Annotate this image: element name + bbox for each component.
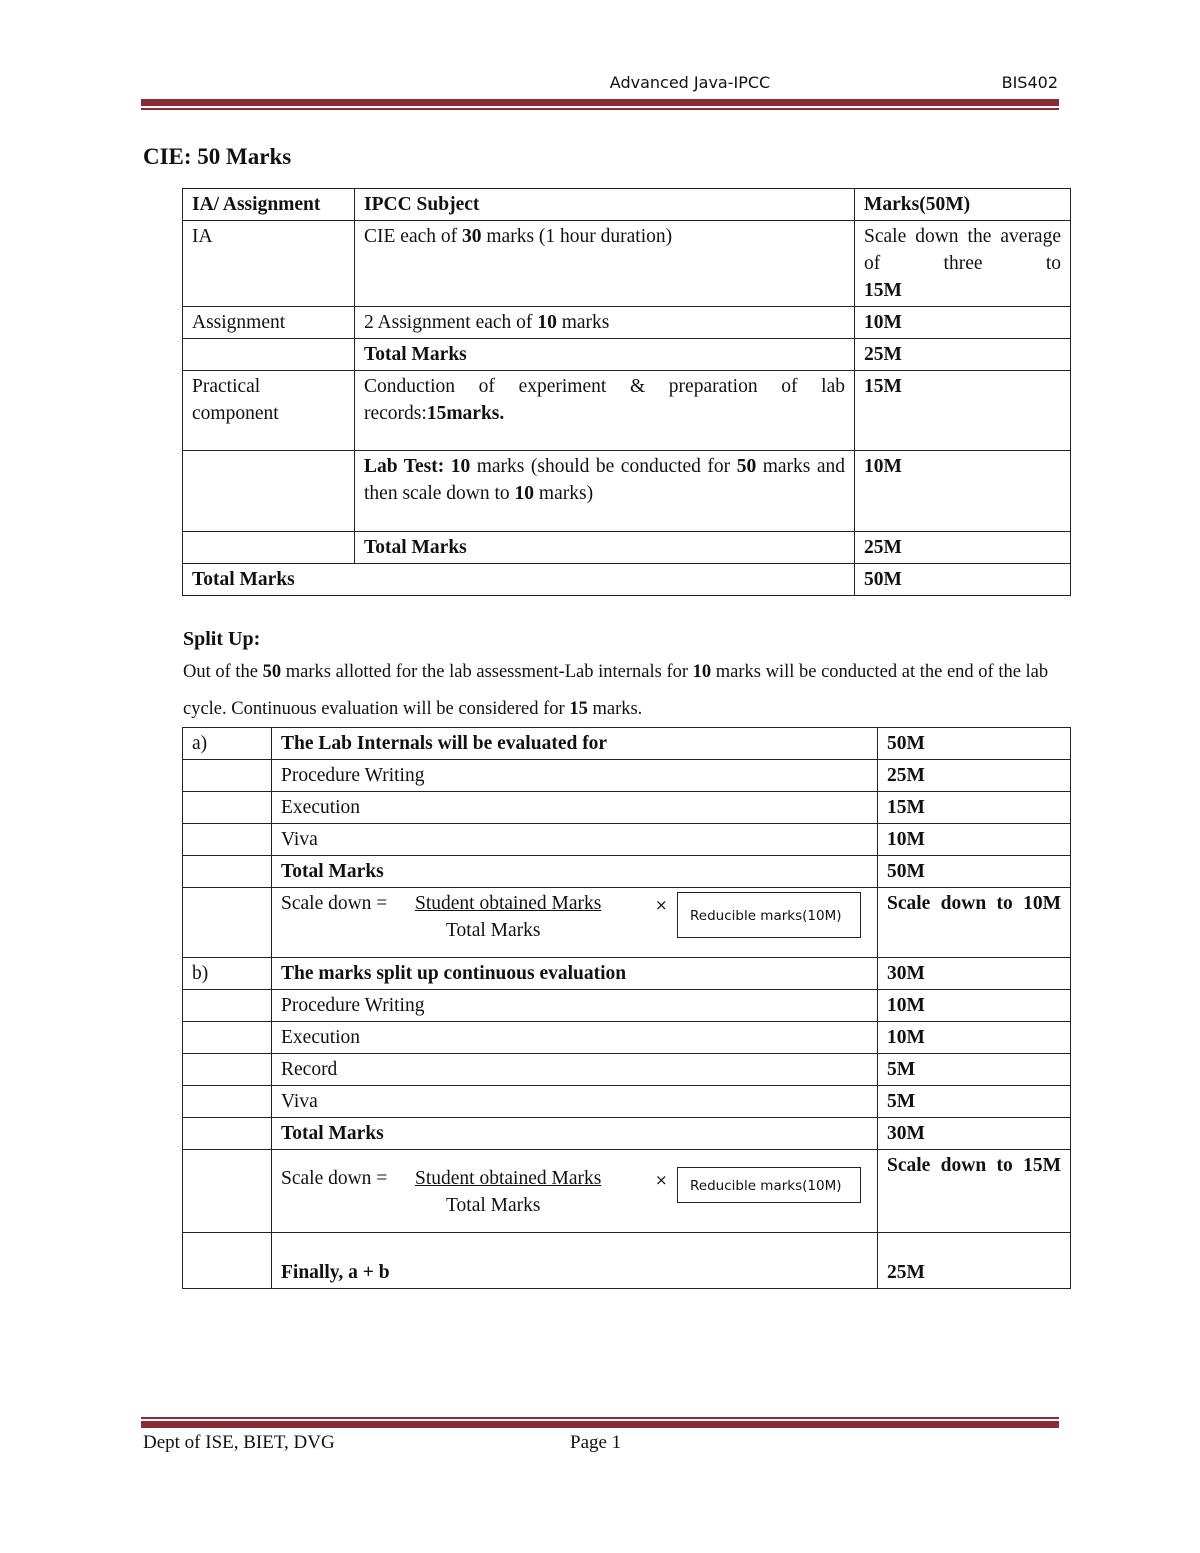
reducible-marks-box: Reducible marks(10M) bbox=[677, 892, 861, 938]
cell-labtest-marks: 10M bbox=[855, 451, 1071, 532]
col-header-marks: Marks(50M) bbox=[855, 189, 1071, 221]
cell-a-total-label: Total Marks bbox=[272, 856, 878, 888]
scale-formula: Scale down = Student obtained Marks Total Marks × Reducible marks(10M) bbox=[281, 1165, 868, 1217]
cell-item-label: Procedure Writing bbox=[272, 760, 878, 792]
cell-a-scale: Scale down to 10M bbox=[878, 888, 1071, 958]
cell-b-label: b) bbox=[183, 958, 272, 990]
cell-final-value: 25M bbox=[878, 1233, 1071, 1289]
cell-practical-label: Practical component bbox=[183, 371, 355, 451]
cell-b-formula bbox=[272, 1150, 878, 1233]
cell-b-total-value: 30M bbox=[878, 1118, 1071, 1150]
cell-b-total: 30M bbox=[878, 958, 1071, 990]
cell-item-label: Viva bbox=[272, 824, 878, 856]
table-row-b-title bbox=[183, 958, 1071, 990]
cell-b-scale: Scale down to 15M bbox=[878, 1150, 1071, 1233]
cell-assignment-label: Assignment bbox=[183, 307, 355, 339]
header-title: Advanced Java-IPCC bbox=[609, 73, 771, 92]
cell-b-total-label: Total Marks bbox=[272, 1118, 878, 1150]
cell-assignment-subject: 2 Assignment each of 10 marks bbox=[355, 307, 855, 339]
footer-department: Dept of ISE, BIET, DVG bbox=[143, 1432, 335, 1453]
split-up-paragraph: Out of the 50 marks allotted for the lab assessment-Lab internals for 10 marks will be conducted at the end of the lab cycle. Continuous evaluation will be considered for 15 marks. bbox=[183, 662, 1049, 719]
split-up-heading: Split Up: bbox=[183, 628, 261, 650]
cell-total2-value: 25M bbox=[855, 532, 1071, 564]
cell-total1-value: 25M bbox=[855, 339, 1071, 371]
table-row-assignment bbox=[183, 307, 1071, 339]
cell-labtest-subject: Lab Test: 10 marks (should be conducted for 50 marks and then scale down to 10 marks) bbox=[355, 451, 855, 532]
table-row bbox=[183, 824, 1071, 856]
cell-item-label: Execution bbox=[272, 1022, 878, 1054]
cell-item-label: Viva bbox=[272, 1086, 878, 1118]
table-row bbox=[183, 1054, 1071, 1086]
cell-item-label: Procedure Writing bbox=[272, 990, 878, 1022]
header-rule-thick bbox=[141, 99, 1059, 106]
table-row-grand-total bbox=[183, 564, 1071, 596]
cell-item-value: 10M bbox=[878, 990, 1071, 1022]
table-row bbox=[183, 760, 1071, 792]
table-row-a-total bbox=[183, 856, 1071, 888]
footer-rule-thick bbox=[141, 1421, 1059, 1428]
header-course-code: BIS402 bbox=[1001, 73, 1058, 92]
cell-total2-label: Total Marks bbox=[355, 532, 855, 564]
cell-item-value: 25M bbox=[878, 760, 1071, 792]
cell-a-formula bbox=[272, 888, 878, 958]
table-row-a-scale bbox=[183, 888, 1071, 958]
cell-practical-subject: Conduction of experiment & preparation of lab records:15marks. bbox=[355, 371, 855, 451]
table-row bbox=[183, 1086, 1071, 1118]
table-row-practical bbox=[183, 371, 1071, 451]
times-icon: × bbox=[655, 1171, 668, 1189]
table-row-a-title bbox=[183, 728, 1071, 760]
table-row-total2 bbox=[183, 532, 1071, 564]
table-row bbox=[183, 792, 1071, 824]
cell-grand-total-label: Total Marks bbox=[183, 564, 855, 596]
cell-item-value: 15M bbox=[878, 792, 1071, 824]
table-row-b-scale bbox=[183, 1150, 1071, 1233]
cell-item-value: 10M bbox=[878, 824, 1071, 856]
table-row-labtest bbox=[183, 451, 1071, 532]
cell-b-title: The marks split up continuous evaluation bbox=[272, 958, 878, 990]
footer-rule-thin bbox=[141, 1417, 1059, 1419]
header-rule-thin bbox=[141, 108, 1059, 110]
cell-a-total-value: 50M bbox=[878, 856, 1071, 888]
table-row bbox=[183, 990, 1071, 1022]
cell-item-label: Execution bbox=[272, 792, 878, 824]
cell-a-total: 50M bbox=[878, 728, 1071, 760]
table-row-ia bbox=[183, 221, 1071, 307]
col-header-subject: IPCC Subject bbox=[355, 189, 855, 221]
footer-page-number: Page 1 bbox=[570, 1432, 622, 1453]
cell-grand-total-value: 50M bbox=[855, 564, 1071, 596]
scale-formula: Scale down = Student obtained Marks Total Marks × Reducible marks(10M) bbox=[281, 890, 868, 942]
cell-item-label: Record bbox=[272, 1054, 878, 1086]
cell-a-label: a) bbox=[183, 728, 272, 760]
table-row-total1 bbox=[183, 339, 1071, 371]
cell-assignment-marks: 10M bbox=[855, 307, 1071, 339]
cell-ia-subject: CIE each of 30 marks (1 hour duration) bbox=[355, 221, 855, 307]
cell-total1-label: Total Marks bbox=[355, 339, 855, 371]
cell-final-label: Finally, a + b bbox=[272, 1233, 878, 1289]
table-row bbox=[183, 1022, 1071, 1054]
reducible-marks-box: Reducible marks(10M) bbox=[677, 1167, 861, 1203]
times-icon: × bbox=[655, 896, 668, 914]
cell-item-value: 5M bbox=[878, 1054, 1071, 1086]
lab-split-table bbox=[182, 727, 1071, 1289]
cell-item-value: 5M bbox=[878, 1086, 1071, 1118]
cell-a-title: The Lab Internals will be evaluated for bbox=[272, 728, 878, 760]
page-heading: CIE: 50 Marks bbox=[143, 144, 292, 169]
cell-ia-label: IA bbox=[183, 221, 355, 307]
col-header-ia: IA/ Assignment bbox=[183, 189, 355, 221]
cell-ia-marks: Scale down the average of three to 15M bbox=[855, 221, 1071, 307]
cell-item-value: 10M bbox=[878, 1022, 1071, 1054]
cie-marks-table bbox=[182, 188, 1071, 596]
table-row-b-total bbox=[183, 1118, 1071, 1150]
cell-practical-marks: 15M bbox=[855, 371, 1071, 451]
table-row-header bbox=[183, 189, 1071, 221]
table-row-final bbox=[183, 1233, 1071, 1289]
